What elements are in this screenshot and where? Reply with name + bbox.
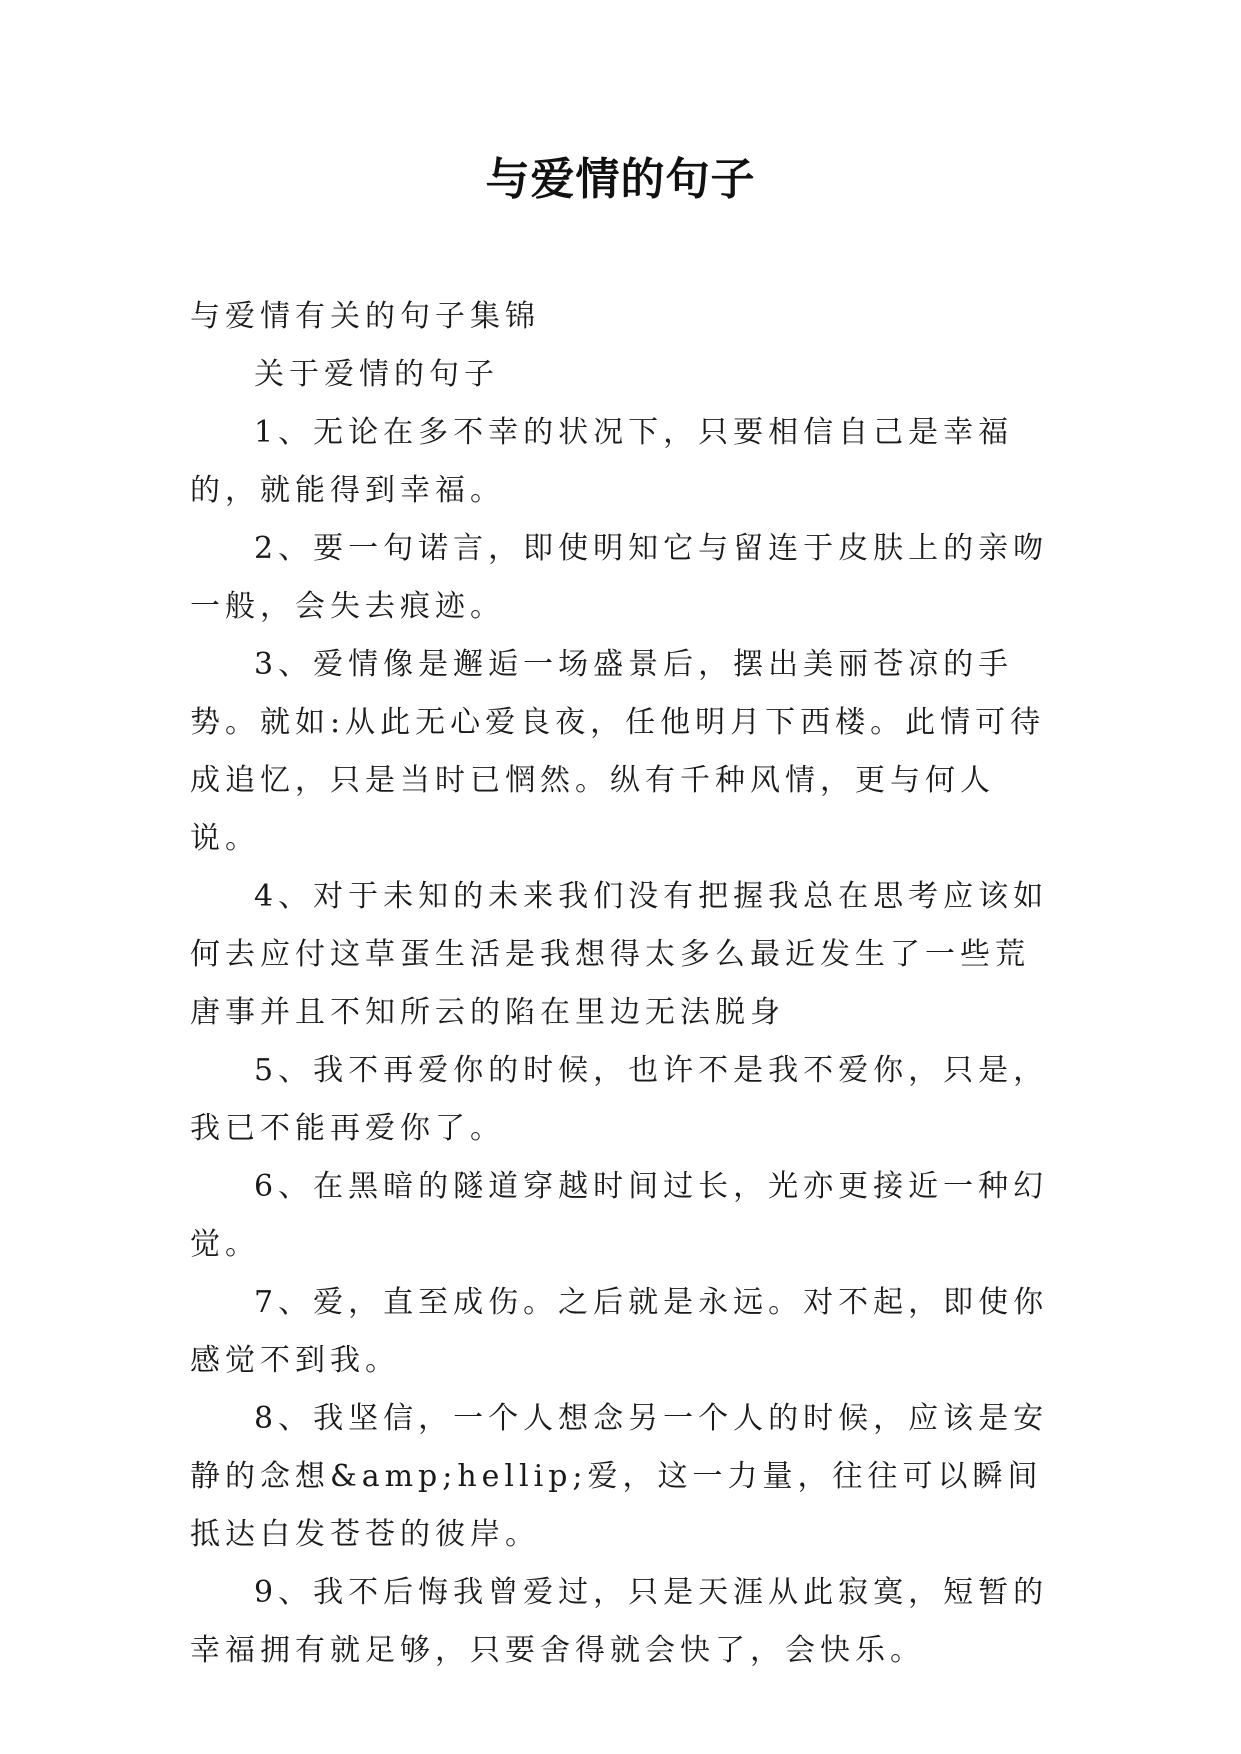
paragraph-1: 1、无论在多不幸的状况下，只要相信自己是幸福的，就能得到幸福。 (190, 415, 1014, 508)
paragraph-5: 5、我不再爱你的时候，也许不是我不爱你，只是，我已不能再爱你了。 (190, 1053, 1049, 1146)
document-title: 与爱情的句子 (485, 154, 756, 205)
document-body (190, 288, 1054, 1680)
paragraph-8: 8、我坚信，一个人想念另一个人的时候，应该是安静的念想&amp;hellip;爱，这一力量，往往可以瞬间抵达白发苍苍的彼岸。 (190, 1401, 1049, 1552)
paragraph-4: 4、对于未知的未来我们没有把握我总在思考应该如何去应付这草蛋生活是我想得太多么最近发生了一些荒唐事并且不知所云的陷在里边无法脱身 (190, 879, 1049, 1030)
paragraph-6: 6、在黑暗的隧道穿越时间过长，光亦更接近一种幻觉。 (190, 1169, 1049, 1262)
paragraph-9: 9、我不后悔我曾爱过，只是天涯从此寂寞，短暂的幸福拥有就足够，只要舍得就会快了，会快乐。 (190, 1575, 1049, 1668)
section-heading: 关于爱情的句子 (254, 357, 499, 392)
document-subtitle: 与爱情有关的句子集锦 (190, 299, 540, 334)
paragraph-3: 3、爱情像是邂逅一场盛景后，摆出美丽苍凉的手势。就如:从此无心爱良夜，任他明月下西楼。此情可待成追忆，只是当时已惘然。纵有千种风情，更与何人说。 (190, 647, 1046, 856)
paragraph-2: 2、要一句诺言，即使明知它与留连于皮肤上的亲吻一般，会失去痕迹。 (190, 531, 1049, 624)
paragraph-7: 7、爱，直至成伤。之后就是永远。对不起，即使你感觉不到我。 (190, 1285, 1049, 1378)
